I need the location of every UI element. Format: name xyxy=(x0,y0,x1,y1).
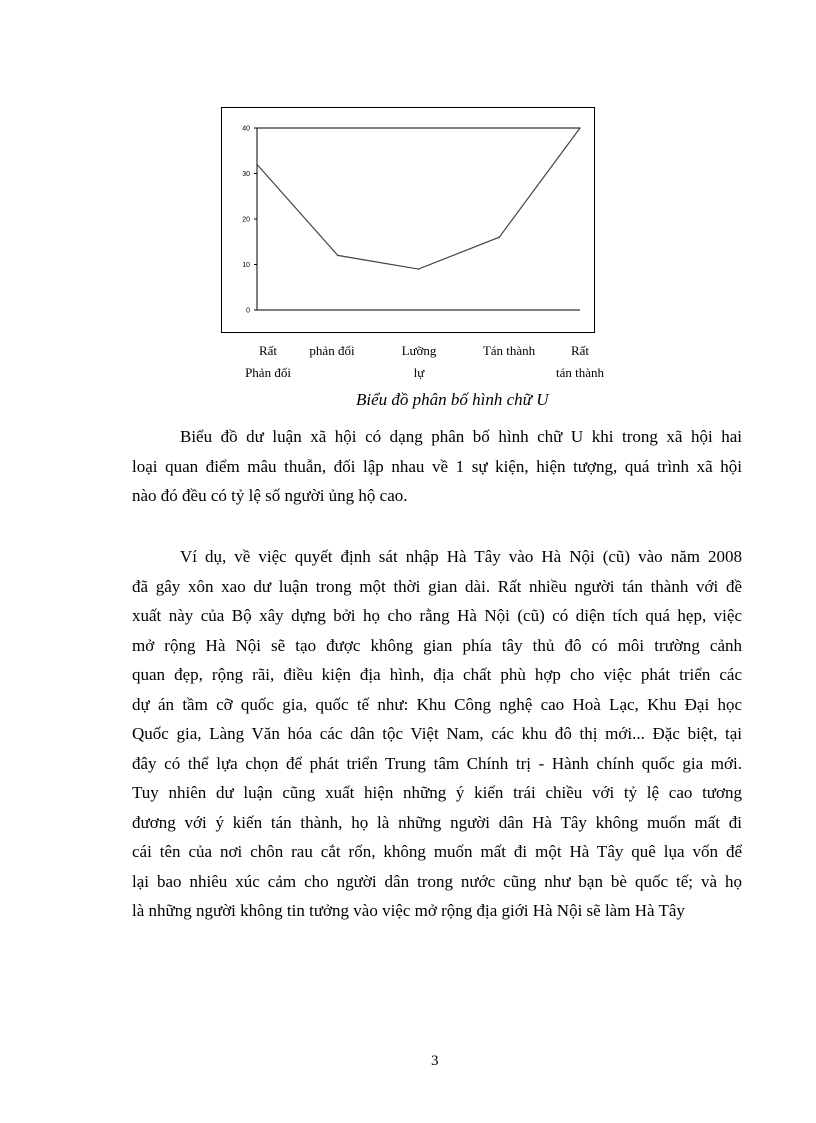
paragraph-2 xyxy=(132,542,742,926)
text-line: Tuy nhiên dư luận cũng xuất hiện những ý kiến trái chiều với tỷ lệ cao tương xyxy=(132,783,742,802)
text-line: đã gây xôn xao dư luận trong một thời gian dài. Rất nhiều người tán thành với đề xyxy=(132,576,742,596)
x-category-label-line: Rất xyxy=(570,343,590,358)
text-line: dự án tầm cỡ quốc gia, quốc tế như: Khu Công nghệ cao Hoà Lạc, Khu Đại học xyxy=(132,694,742,714)
y-tick-label: 30 xyxy=(242,171,250,178)
text-line: Biểu đồ dư luận xã hội có dạng phân bố hình chữ U khi trong xã hội hai xyxy=(180,427,742,446)
text-line: quan đẹp, rộng rãi, điều kiện địa hình, địa chất phù hợp cho việc phát triển các xyxy=(132,665,742,684)
x-category-label-line: Rất xyxy=(258,343,278,358)
x-category-label xyxy=(245,340,291,384)
text-line: Ví dụ, về việc quyết định sát nhập Hà Tây vào Hà Nội (cũ) vào năm 2008 xyxy=(180,547,742,566)
x-category-label xyxy=(402,340,437,384)
x-category-label-line: Lưỡng xyxy=(401,343,437,358)
y-tick-label: 20 xyxy=(242,216,250,224)
x-category-label-line: Tán thành xyxy=(482,343,536,358)
data-point xyxy=(498,236,500,238)
data-point xyxy=(418,268,420,270)
text-line: lại bao nhiêu xúc cảm cho người dân trong nước cũng như bạn bè quốc tế; và họ xyxy=(132,871,742,891)
data-point xyxy=(579,127,581,129)
data-point xyxy=(337,255,339,257)
text-line: nào đó đều có tỷ lệ số người ủng hộ cao. xyxy=(132,486,408,505)
u-shape-line-chart xyxy=(221,107,595,333)
x-category-label-line: phản đối xyxy=(309,343,355,358)
paragraph-1 xyxy=(132,422,742,511)
text-line: mở rộng Hà Nội sẽ tạo được không gian phía tây thủ đô có môi trường cảnh xyxy=(132,635,742,655)
data-point xyxy=(256,164,258,166)
text-line: là những người không tin tưởng vào việc mở rộng địa giới Hà Nội sẽ làm Hà Tây xyxy=(132,901,685,920)
x-category-label xyxy=(309,340,354,362)
series-line xyxy=(257,128,580,269)
page-number: 3 xyxy=(431,1053,439,1069)
x-category-label xyxy=(483,340,535,362)
x-category-label-line: lự xyxy=(413,365,425,380)
x-category-label-line: tán thành xyxy=(555,365,605,380)
text-line: Quốc gia, Làng Văn hóa các dân tộc Việt Nam, các khu đô thị mới... Đặc biệt, tại xyxy=(132,724,742,743)
text-line: đương với ý kiến tán thành, họ là những người dân Hà Tây không muốn mất đi xyxy=(132,812,742,832)
text-line: đây có thể lựa chọn để phát triển Trung tâm Chính trị - Hành chính quốc gia mới. xyxy=(132,753,742,773)
text-line: xuất này của Bộ xây dựng bởi họ cho rằng Hà Nội (cũ) có diện tích quá hẹp, việc xyxy=(132,606,742,625)
x-category-label xyxy=(556,340,604,384)
y-tick-label: 10 xyxy=(242,262,250,269)
y-tick-label: 40 xyxy=(242,125,250,133)
chart-caption: Biểu đồ phân bố hình chữ U xyxy=(356,390,549,409)
text-line: cái tên của nơi chôn rau cắt rốn, không muốn mất đi một Hà Tây quê lụa vốn để xyxy=(132,842,742,861)
y-tick-label: 0 xyxy=(246,307,250,315)
text-line: loại quan điểm mâu thuẫn, đối lập nhau về 1 sự kiện, hiện tượng, quá trình xã hội xyxy=(132,456,742,476)
x-category-label-line: Phản đối xyxy=(245,365,291,380)
